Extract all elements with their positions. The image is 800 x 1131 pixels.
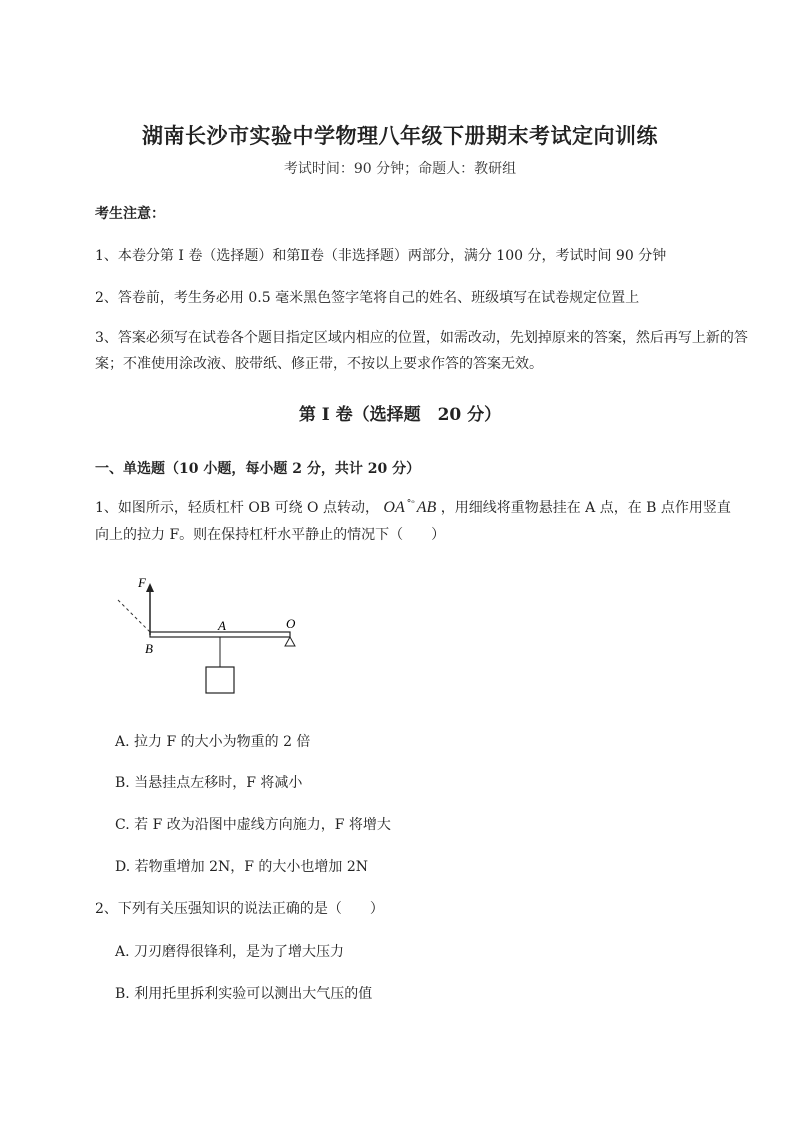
q1-option-d: D. 若物重增加 2N，F 的大小也增加 2N xyxy=(115,859,369,875)
notice-heading: 考生注意： xyxy=(95,206,165,222)
question-1-stem-after: ，用细线将重物悬挂在 A 点，在 B 点作用竖直 xyxy=(440,500,731,516)
question-1-stem-before: 1、如图所示，轻质杠杆 OB 可绕 O 点转动， xyxy=(95,500,379,516)
formula-oa: OA xyxy=(383,499,405,516)
label-f: F xyxy=(138,575,146,590)
label-a: A xyxy=(218,618,226,633)
pivot-triangle xyxy=(285,637,295,646)
lever-figure xyxy=(110,575,310,700)
force-arrowhead xyxy=(146,583,154,592)
weight-block xyxy=(206,667,234,693)
q1-option-a: A. 拉力 F 的大小为物重的 2 倍 xyxy=(115,734,311,750)
section-title: 第 I 卷（选择题 20 分） xyxy=(298,405,502,425)
question-1-stem xyxy=(95,497,731,517)
label-b: B xyxy=(145,641,153,656)
notice-item-1: 1、本卷分第 I 卷（选择题）和第Ⅱ卷（非选择题）两部分，满分 100 分，考试时间 90 分钟 xyxy=(95,248,667,264)
dashed-force-line xyxy=(118,600,150,632)
label-o: O xyxy=(286,616,296,631)
notice-item-3: 3、答案必须写在试卷各个题目指定区域内相应的位置，如需改动，先划掉原来的答案，然后再写上新的答案；不准使用涂改液、胶带纸、修正带，不按以上要求作答的答案无效。 xyxy=(95,330,748,372)
exam-info: 考试时间：90 分钟；命题人：教研组 xyxy=(283,161,517,177)
notice-item-2: 2、答卷前，考生务必用 0.5 毫米黑色签字笔将自己的姓名、班级填写在试卷规定位置上 xyxy=(95,290,640,306)
formula-ab: AB xyxy=(416,499,437,516)
part-heading: 一、单选题（10 小题，每小题 2 分，共计 20 分） xyxy=(95,461,421,477)
question-2-stem: 2、下列有关压强知识的说法正确的是（ ） xyxy=(95,901,384,917)
page-title: 湖南长沙市实验中学物理八年级下册期末考试定向训练 xyxy=(142,123,658,148)
question-1-stem-line2: 向上的拉力 F。则在保持杠杆水平静止的情况下（ ） xyxy=(95,527,446,543)
q2-option-b: B. 利用托里拆利实验可以测出大气压的值 xyxy=(115,986,373,1002)
formula-symbol: °ᵒ xyxy=(406,499,415,509)
q1-option-b: B. 当悬挂点左移时，F 将减小 xyxy=(115,775,303,791)
q2-option-a: A. 刀刃磨得很锋利，是为了增大压力 xyxy=(115,944,345,960)
q1-option-c: C. 若 F 改为沿图中虚线方向施力，F 将增大 xyxy=(115,817,391,833)
